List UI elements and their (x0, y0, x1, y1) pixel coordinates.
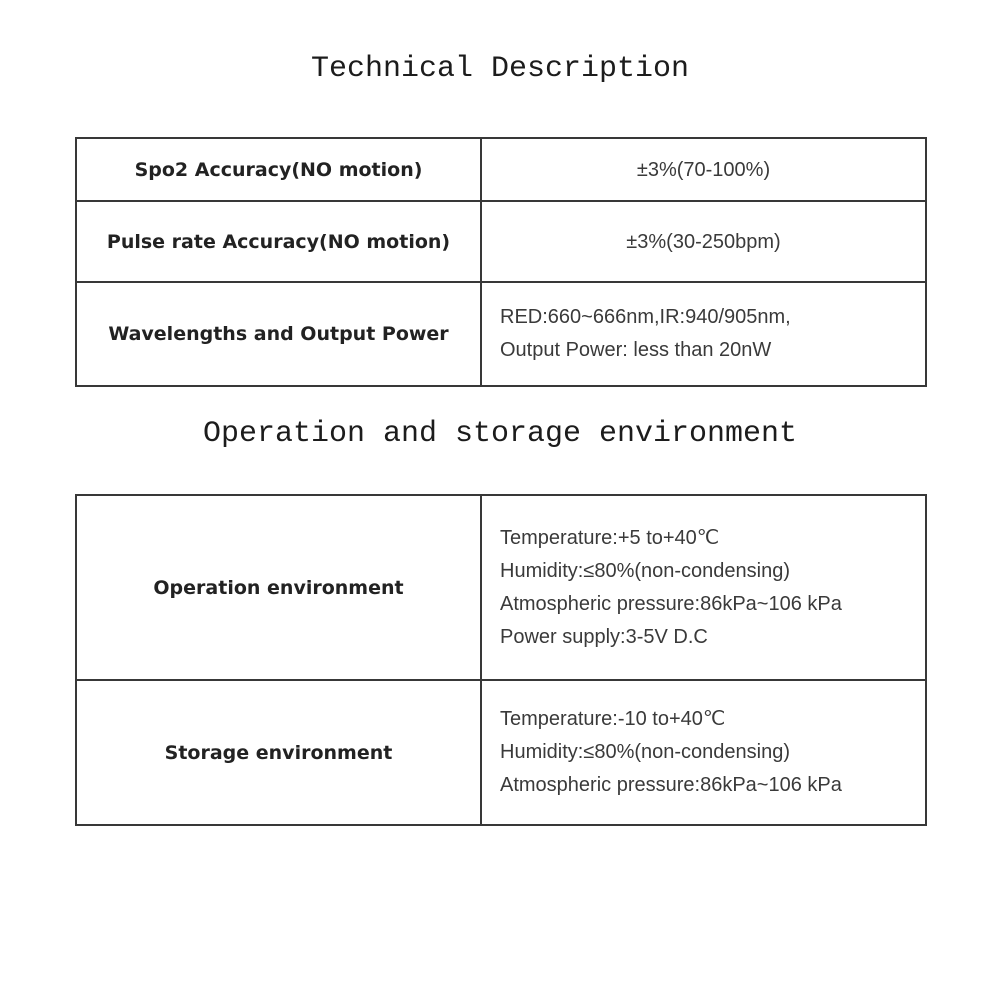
spec-label-storage-environment: Storage environment (76, 680, 481, 825)
spec-label-spo2-accuracy: Spo2 Accuracy(NO motion) (76, 138, 481, 201)
spec-value-pulse-rate-accuracy: ±3%(30-250bpm) (481, 201, 926, 282)
spec-label-pulse-rate-accuracy: Pulse rate Accuracy(NO motion) (76, 201, 481, 282)
table-row-wavelengths-output-power (76, 282, 926, 386)
table-row-pulse-rate-accuracy (76, 201, 926, 282)
spec-value-spo2-accuracy: ±3%(70-100%) (481, 138, 926, 201)
spec-label-wavelengths-output-power: Wavelengths and Output Power (76, 282, 481, 386)
spec-value-wavelengths-output-power: RED:660~666nm,IR:940/905nm, Output Power: less than 20nW (481, 282, 926, 386)
section-title-technical-description: Technical Description (310, 52, 690, 86)
table-row-storage-environment (76, 680, 926, 825)
environment-table (75, 494, 927, 826)
spec-label-operation-environment: Operation environment (76, 495, 481, 680)
table-row-operation-environment (76, 495, 926, 680)
spec-value-operation-environment: Temperature:+5 to+40℃ Humidity:≤80%(non-condensing) Atmospheric pressure:86kPa~106 kPa Power supply:3-5V D.C (481, 495, 926, 680)
technical-description-table (75, 137, 927, 387)
spec-value-storage-environment: Temperature:-10 to+40℃ Humidity:≤80%(non-condensing) Atmospheric pressure:86kPa~106 kPa (481, 680, 926, 825)
table-row-spo2-accuracy (76, 138, 926, 201)
section-title-operation-storage-environment: Operation and storage environment (202, 417, 798, 451)
